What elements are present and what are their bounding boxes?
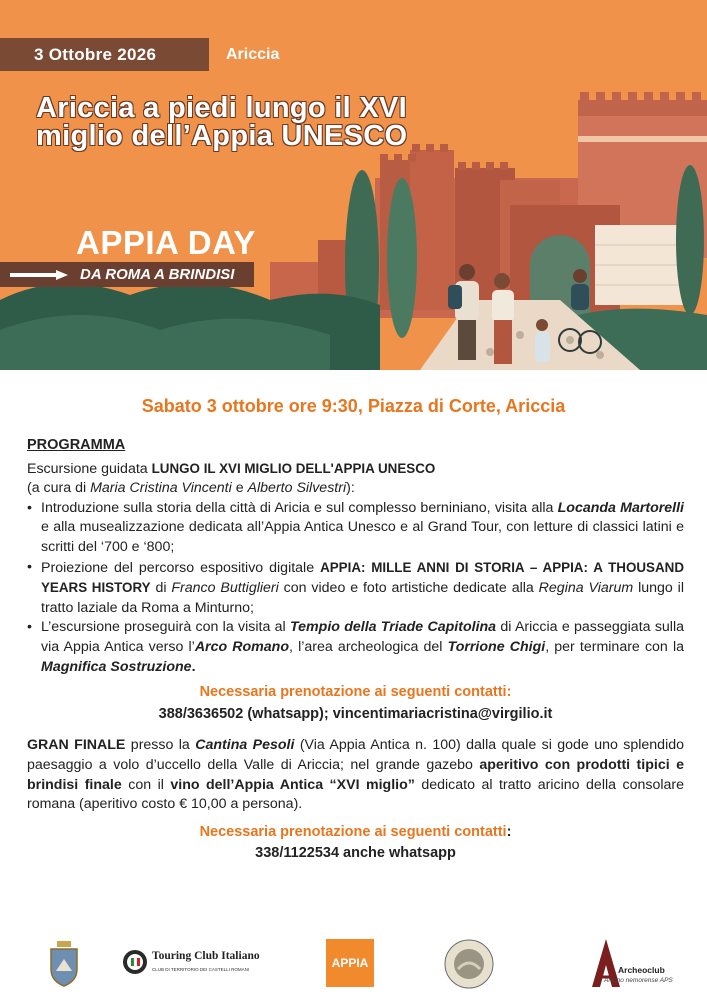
event-title-line-2: miglio dell’Appia UNESCO (36, 120, 408, 152)
program-item-3 (27, 618, 684, 677)
program-item-2 (27, 558, 684, 619)
program-title: PROGRAMMA (27, 437, 126, 453)
event-headline: Sabato 3 ottobre ore 9:30, Piazza di Corte, Ariccia (141, 396, 566, 416)
touring-club-icon (122, 949, 148, 975)
program-item-text: Introduzione sulla storia della città di Aricia e sul complesso berniniano, visita alla Locanda Martorelli e alla musealizzazione dedicata all’Appia Antica Unesco e al Grand Tour, con letture di classici latini e scritti del ‘700 e ‘800; (41, 499, 684, 555)
event-title-line-1: Ariccia a piedi lungo il XVI (36, 92, 407, 124)
coat-of-arms-icon (48, 941, 80, 987)
finale-paragraph: GRAN FINALE presso la Cantina Pesoli (Via Appia Antica n. 100) dalla quale si gode uno splendido paesaggio a volo d’uccello della Valle di Ariccia; nel grande gazebo aperitivo con prodotti tipici e brindisi finale con il vino dell’Appia Antica “XVI miglio” dedicato al tratto aricino della consolare romana (aperitivo costo € 10,00 a persona). (27, 737, 685, 813)
program-content (27, 436, 684, 864)
hero-banner (0, 0, 707, 370)
archeoclub-subtitle: Aricino nemorense APS (604, 977, 673, 984)
program-curators (27, 479, 684, 499)
association-seal-icon (444, 939, 494, 989)
program-intro (27, 459, 684, 480)
touring-club-name: Touring Club Italiano (152, 950, 260, 962)
curators-and: e (231, 480, 248, 497)
booking-label-1: Necessaria prenotazione ai seguenti contatti: (199, 684, 512, 701)
curator-2: Alberto Silvestri (247, 480, 347, 497)
curators-prefix: (a cura di (27, 480, 91, 497)
arrow-right-icon (10, 270, 68, 280)
bullet-icon: • (27, 558, 32, 575)
intro-route: LUNGO IL XVI MIGLIO DELL'APPIA UNESCO (151, 460, 436, 476)
program-item-1 (27, 499, 684, 558)
program-item-text: L’escursione proseguirà con la visita al Tempio della Triade Capitolina di Ariccia e passeggiata sulla via Appia Antica verso l’Arco Romano, l’area archeologica del Torrione Chigi, per terminare con la Magnifica Sostruzione. (41, 619, 685, 675)
finale-title: GRAN FINALE (27, 737, 126, 754)
intro-text: Escursione guidata (27, 460, 152, 477)
bullet-icon: • (27, 499, 32, 516)
curator-1: Maria Cristina Vincenti (90, 480, 232, 497)
sponsor-logos (0, 935, 707, 995)
event-title (36, 94, 506, 150)
booking-contacts-2: 338/1122534 anche whatsapp (255, 845, 456, 862)
appia-logo: APPIA (326, 939, 374, 987)
program-item-text: Proiezione del percorso espositivo digitale APPIA: MILLE ANNI DI STORIA – APPIA: A THOUSAND YEARS HISTORY di Franco Buttiglieri con video e foto artistiche dedicate alla Regina Viarum lungo il tratto laziale da Roma a Minturno; (41, 559, 684, 616)
event-place-label: Ariccia (226, 46, 280, 63)
event-date-badge: 3 Ottobre 2026 (0, 38, 209, 71)
booking-label-2: Necessaria prenotazione ai seguenti contatti: (199, 823, 512, 840)
appia-day-brand: APPIA DAY (76, 224, 256, 261)
appia-day-subtitle: DA ROMA A BRINDISI (80, 266, 235, 283)
booking-contacts-1: 388/3636502 (whatsapp); vincentimariacristina@virgilio.it (158, 705, 553, 722)
archeoclub-name: Archeoclub (618, 965, 665, 975)
curators-suffix: ): (346, 480, 355, 497)
touring-club-subtitle: CLUB DI TERRITORIO DEI CASTELLI ROMANI (152, 967, 250, 972)
bullet-icon: • (27, 619, 32, 636)
